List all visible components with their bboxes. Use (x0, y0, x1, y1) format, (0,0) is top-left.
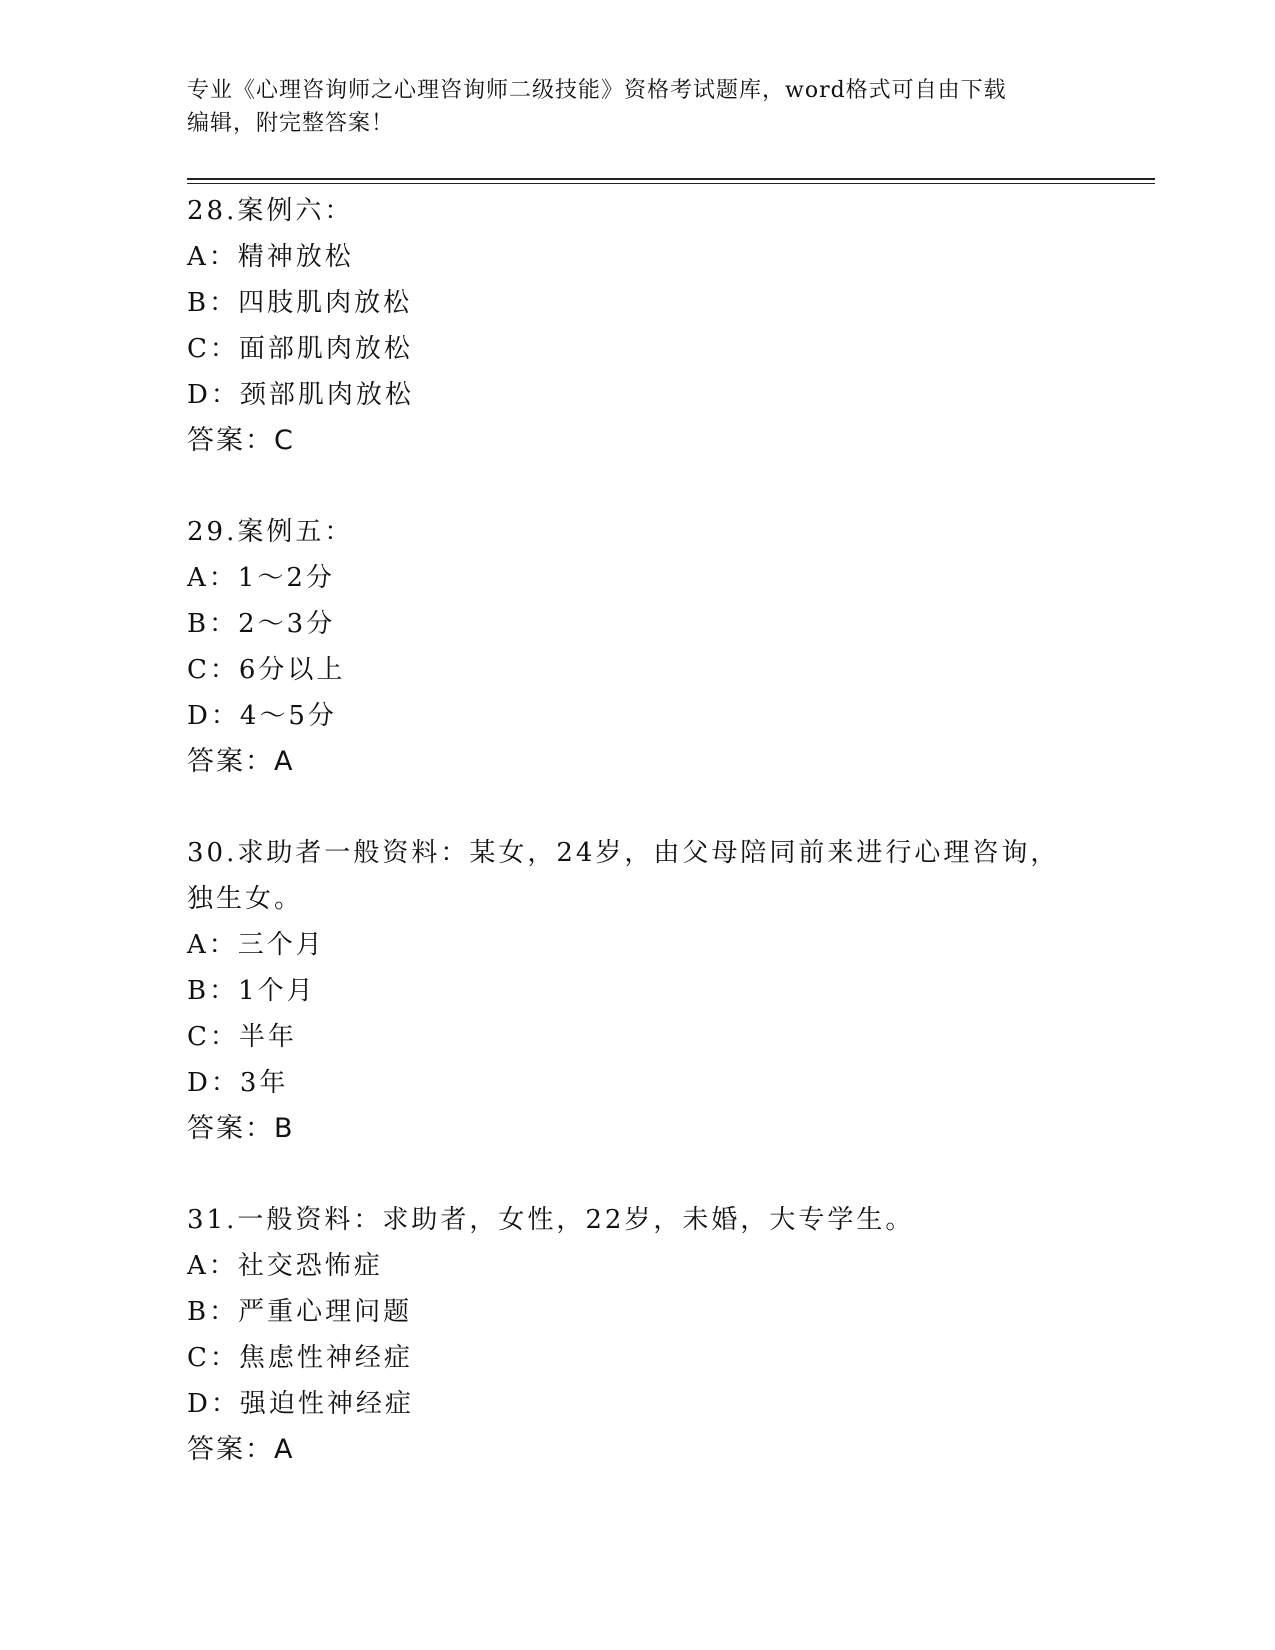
option-c: C：焦虑性神经症 (187, 1343, 413, 1373)
question-stem: 31.一般资料：求助者，女性，22岁，未婚，大专学生。 (187, 1205, 915, 1235)
question-stem: 29.案例五： (187, 517, 354, 547)
question-30 (187, 830, 1087, 1152)
answer-line: 答案：C (187, 425, 295, 456)
header-divider-thin (187, 183, 1155, 184)
option-d: D：4～5分 (187, 701, 337, 731)
option-a: A：精神放松 (187, 242, 354, 272)
option-d: D：强迫性神经症 (187, 1389, 414, 1419)
question-28 (187, 188, 1087, 464)
answer-line: 答案：A (187, 1434, 295, 1465)
option-b: B：严重心理问题 (187, 1297, 413, 1327)
question-stem: 30.求助者一般资料：某女，24岁，由父母陪同前来进行心理咨询，独生女。 (187, 838, 1060, 914)
option-c: C：半年 (187, 1022, 297, 1052)
option-c: C：6分以上 (187, 655, 346, 685)
question-list (187, 188, 1087, 1518)
option-a: A：三个月 (187, 930, 325, 960)
header-divider-thick (187, 178, 1155, 180)
option-d: D：3年 (187, 1068, 289, 1098)
option-a: A：1～2分 (187, 563, 335, 593)
answer-line: 答案：B (187, 1113, 295, 1144)
question-31 (187, 1197, 1087, 1473)
question-stem: 28.案例六： (187, 196, 354, 226)
option-b: B：1个月 (187, 976, 316, 1006)
option-b: B：2～3分 (187, 609, 336, 639)
option-d: D：颈部肌肉放松 (187, 380, 414, 410)
document-header (187, 74, 1067, 140)
header-line-2: 编辑，附完整答案！ (187, 111, 395, 136)
option-a: A：社交恐怖症 (187, 1251, 383, 1281)
option-c: C：面部肌肉放松 (187, 334, 413, 364)
option-b: B：四肢肌肉放松 (187, 288, 413, 318)
answer-line: 答案：A (187, 746, 295, 777)
header-line-1: 专业《心理咨询师之心理咨询师二级技能》资格考试题库，word格式可自由下载 (187, 78, 1007, 103)
question-29 (187, 509, 1087, 785)
